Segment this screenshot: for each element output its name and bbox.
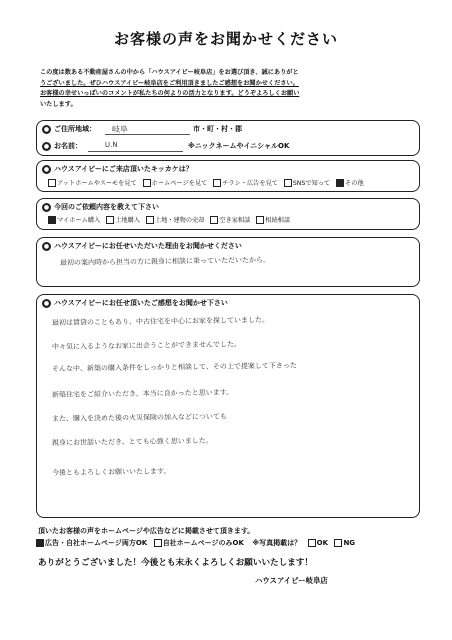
checkbox-icon[interactable] — [210, 216, 218, 224]
q1-title: ● ハウスアイビーにご来店頂いたキッカケは？ — [43, 165, 193, 173]
name-label: お名前： — [54, 142, 82, 150]
checkbox-icon[interactable] — [154, 539, 162, 547]
address-row — [42, 124, 96, 134]
q4-line-3: そんな中、新築の購入条件をしっかりと相談して、その上で提案して下さった — [51, 361, 297, 373]
thanks-message: ありがとうございました！今後とも末永くよろしくお願いいたします！ — [38, 558, 314, 568]
checkbox-checked-icon[interactable] — [336, 179, 344, 187]
name-value[interactable]: U.N — [104, 140, 118, 149]
consent-line-1: 頂いたお客様の声をホームページや広告などに掲載させて頂きます。 — [38, 527, 255, 535]
q2-option-sale[interactable]: 土地・建物の売却 — [142, 217, 205, 224]
bullet-icon: ● — [43, 242, 50, 250]
q4-box — [36, 294, 420, 518]
bullet-icon: ● — [43, 142, 50, 150]
checkbox-icon[interactable] — [146, 216, 154, 224]
photo-option-ng[interactable]: NG — [330, 539, 355, 547]
name-row — [42, 141, 82, 151]
intro-text — [40, 68, 425, 110]
q4-line-2: 中々気に入るようなお家に出会うことができませんでした。 — [51, 340, 242, 351]
q2-option-myhome[interactable]: マイホーム購入 — [44, 217, 100, 224]
q4-line-7: 今後ともよろしくお願いいたします。 — [51, 467, 171, 477]
q4-title: ● ハウスアイビーにお任せ頂いたご感想をお聞かせ下さい — [43, 299, 228, 307]
address-suffix: 市・町・村・郡 — [193, 125, 242, 133]
q2-option-vacant[interactable]: 空き家相談 — [206, 217, 250, 224]
page-title: お客様の声をお聞かせください — [113, 30, 338, 48]
checkbox-icon[interactable] — [106, 216, 114, 224]
q4-line-6: 親身にお世話いただき、とても心強く思いました。 — [51, 436, 213, 447]
consent-option-homepage-only[interactable]: 自社ホームページのみOK — [150, 539, 244, 547]
q1-options — [44, 178, 364, 187]
consent-option-both[interactable]: 広告・自社ホームページ両方OK — [36, 539, 147, 547]
checkbox-icon[interactable] — [308, 539, 316, 547]
q1-option-other[interactable]: その他 — [332, 180, 364, 187]
shop-name: ハウスアイビー岐阜店 — [255, 576, 328, 585]
q4-line-5: また、購入を決めた後の火災保険の加入などについても — [51, 412, 227, 423]
checkbox-icon[interactable] — [284, 179, 292, 187]
intro-line-3: お客様の幸せいっぱいのコメントが私たちの何よりの活力となります。どうぞよろしくお願い — [40, 90, 300, 97]
bullet-icon: ● — [43, 203, 50, 211]
photo-option-ok[interactable]: OK — [304, 539, 328, 547]
checkbox-icon[interactable] — [48, 179, 56, 187]
bullet-icon: ● — [43, 165, 50, 173]
checkbox-icon[interactable] — [143, 179, 151, 187]
q4-line-1: 最初は賃貸のこともあり、中古住宅を中心にお家を探していました。 — [51, 315, 270, 327]
address-value[interactable]: 岐阜 — [111, 124, 129, 134]
photo-label: ※写真掲載は？ — [252, 539, 302, 547]
q2-option-inherit[interactable]: 相続相談 — [252, 217, 290, 224]
checkbox-icon[interactable] — [213, 179, 221, 187]
bullet-icon: ● — [43, 125, 50, 133]
q3-answer[interactable]: 最初の案内時から担当の方に親身に相談に乗っていただいたから。 — [59, 256, 271, 267]
q1-option-homepage[interactable]: ホームページを見て — [139, 180, 208, 187]
consent-options — [36, 538, 355, 548]
q4-line-4: 新築住宅をご紹介いただき、本当に良かったと思います。 — [51, 388, 234, 399]
intro-line-2: うございました。ぜひハウスアイビー岐阜店をご利用頂きましたご感想をお聞かせください。 — [40, 79, 299, 87]
checkbox-icon[interactable] — [334, 539, 342, 547]
bullet-icon: ● — [43, 299, 50, 307]
name-note: ※ニックネームやイニシャルOK — [188, 142, 290, 150]
intro-line-1: この度は数ある不動産屋さんの中から「ハウスアイビー岐阜店」をお選び頂き、誠にありがと — [40, 69, 299, 76]
name-underline — [88, 151, 183, 152]
q1-option-portal[interactable]: アットホームやスーモを見て — [44, 180, 137, 187]
address-label: ご住所地域： — [54, 125, 96, 133]
checkbox-checked-icon[interactable] — [48, 216, 56, 224]
q2-title: ● 今回のご依頼内容を教えて下さい — [43, 203, 159, 211]
q3-title: ● ハウスアイビーにお任せいただいた理由をお聞かせください — [43, 242, 242, 250]
q2-options — [44, 215, 290, 224]
address-underline — [105, 134, 190, 135]
q1-option-sns[interactable]: SNSで知って — [280, 180, 330, 187]
intro-line-4: いたします。 — [40, 100, 77, 108]
checkbox-icon[interactable] — [256, 216, 264, 224]
q2-option-land[interactable]: 土地購入 — [102, 217, 140, 224]
q1-option-flyer[interactable]: チラシ・広告を見て — [209, 180, 278, 187]
checkbox-checked-icon[interactable] — [36, 539, 44, 547]
